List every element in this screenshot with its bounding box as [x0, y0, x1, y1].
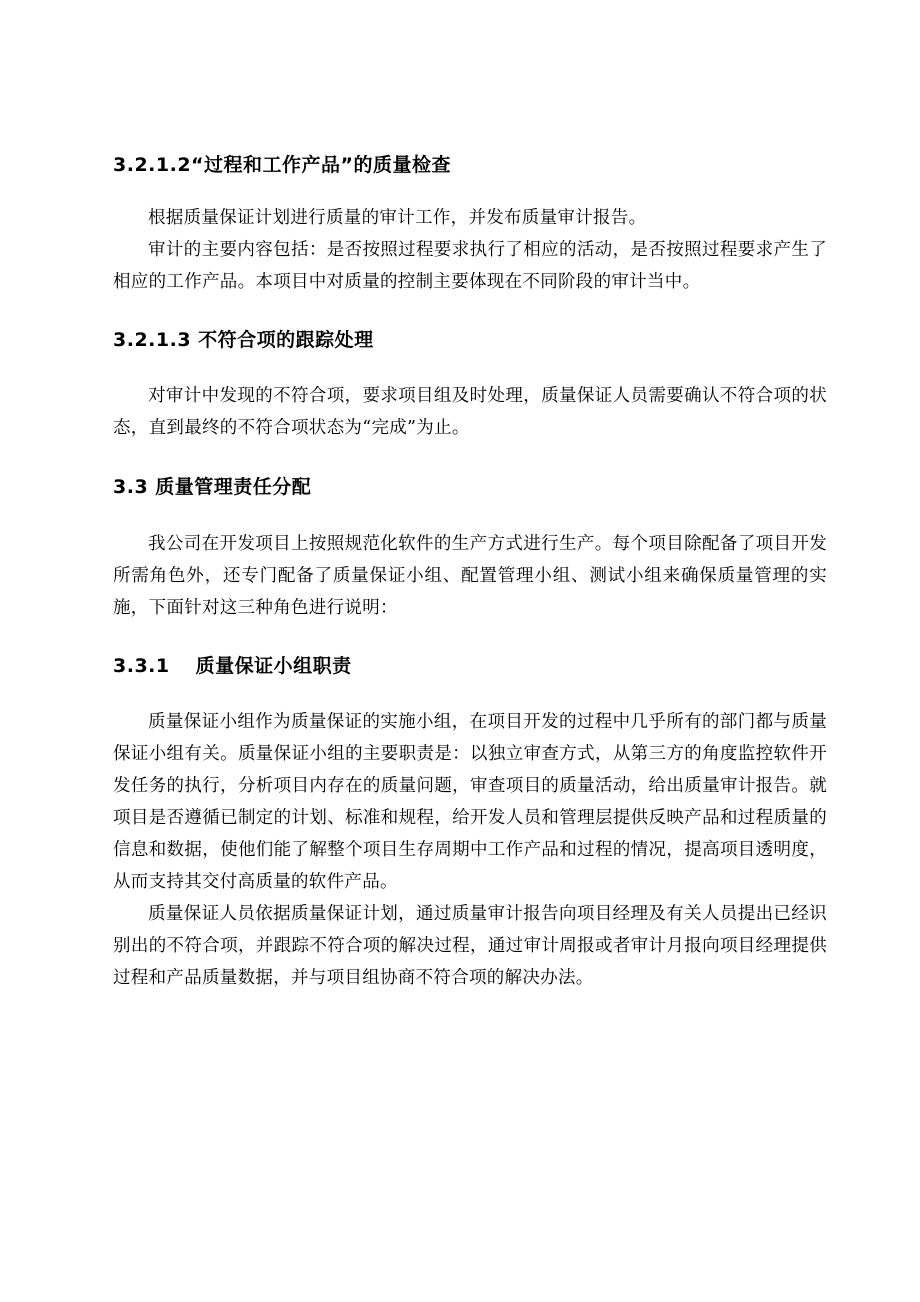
- paragraph: 对审计中发现的不符合项，要求项目组及时处理，质量保证人员需要确认不符合项的状态，直到最终的不符合项状态为“完成”为止。: [113, 386, 827, 438]
- heading-text: 质量保证小组职责: [195, 655, 352, 677]
- section-heading-3-2-1-3: 3.2.1.3 不符合项的跟踪处理: [113, 329, 374, 351]
- section-heading-3-2-1-2: 3.2.1.2“过程和工作产品”的质量检查: [113, 154, 452, 176]
- paragraph: 我公司在开发项目上按照规范化软件的生产方式进行生产。每个项目除配备了项目开发所需角色外，还专门配备了质量保证小组、配置管理小组、测试小组来确保质量管理的实施，下面针对这三种角色进行说明：: [113, 534, 827, 618]
- paragraph: 质量保证小组作为质量保证的实施小组，在项目开发的过程中几乎所有的部门都与质量保证小组有关。质量保证小组的主要职责是：以独立审查方式，从第三方的角度监控软件开发任务的执行，分析项目内存在的质量问题，审查项目的质量活动，给出质量审计报告。就项目是否遵循已制定的计划、标准和规程，给开发人员和管理层提供反映产品和过程质量的信息和数据，使他们能了解整个项目生存周期中工作产品和过程的情况，提高项目透明度，从而支持其交付高质量的软件产品。: [113, 712, 827, 892]
- paragraph: 质量保证人员依据质量保证计划，通过质量审计报告向项目经理及有关人员提出已经识别出的不符合项，并跟踪不符合项的解决过程，通过审计周报或者审计月报向项目经理提供过程和产品质量数据，并与项目组协商不符合项的解决办法。: [113, 904, 827, 988]
- document-body: [113, 145, 827, 994]
- section-heading-3-3-1: [113, 646, 827, 686]
- paragraph: 审计的主要内容包括：是否按照过程要求执行了相应的活动，是否按照过程要求产生了相应的工作产品。本项目中对质量的控制主要体现在不同阶段的审计当中。: [113, 240, 827, 292]
- paragraph: 根据质量保证计划进行质量的审计工作，并发布质量审计报告。: [148, 208, 647, 228]
- heading-number: 3.3.1: [113, 655, 170, 677]
- section-heading-3-3: 3.3 质量管理责任分配: [113, 476, 312, 498]
